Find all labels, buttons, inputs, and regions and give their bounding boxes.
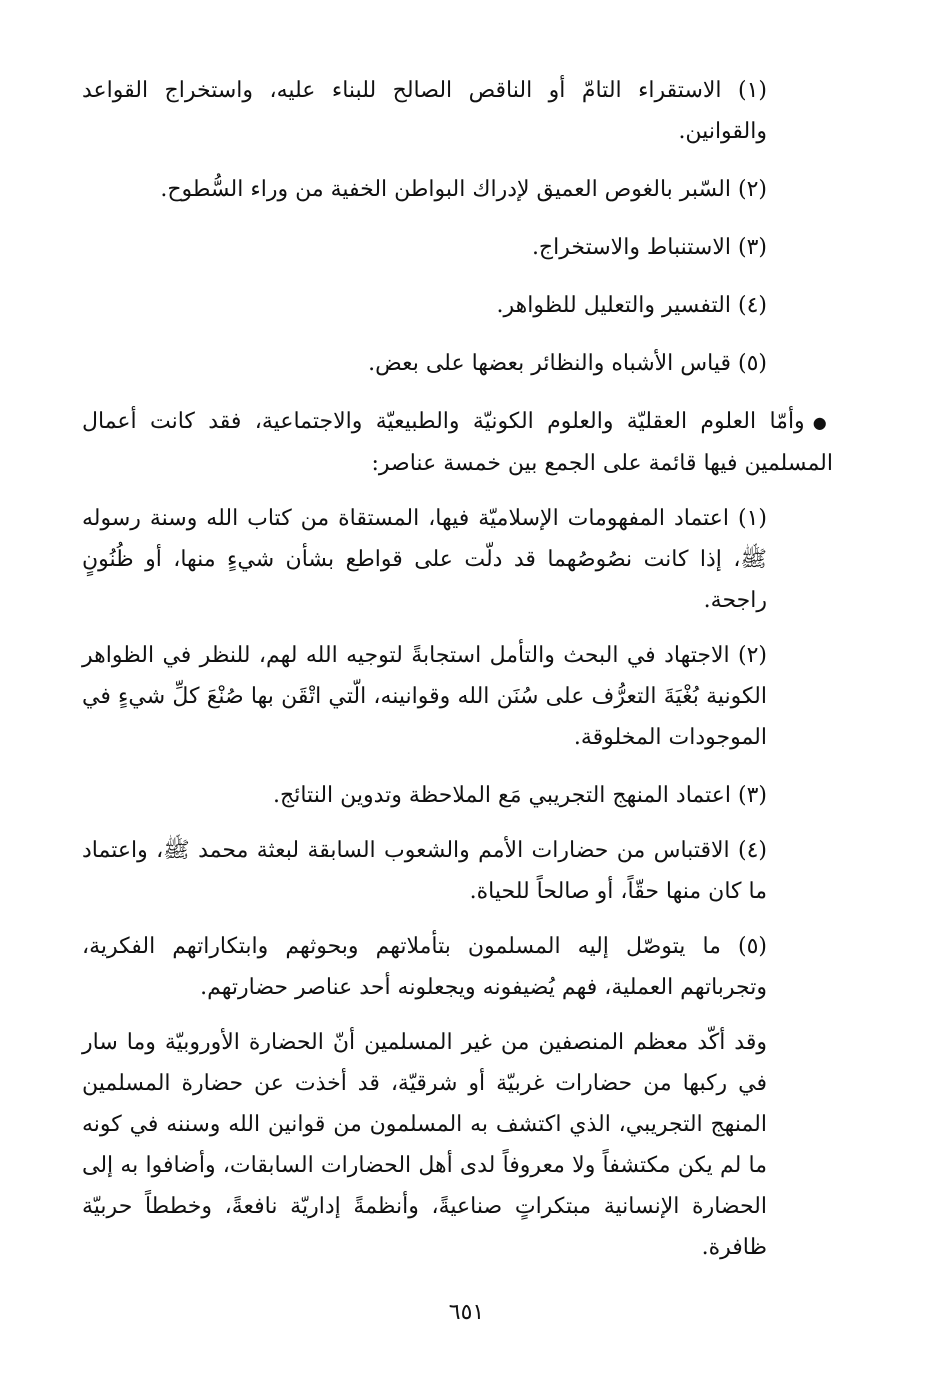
closing-paragraph: وقد أكّد معظم المنصفين من غير المسلمين أنّ الحضارة الأوروبيّة وما سار في ركبها من حضارات غربيّة أو شرقيّة، قد أخذت عن حضارة المسلمين المنهج التجريبي، الذي اكتشف به المسلمون من قوانين الله وسننه في كونه ما لم يكن مكتشفاً ولا معروفاً لدى أهل الحضارات السابقات، وأضافوا به إلى الحضارة الإنسانية مبتكراتٍ صناعيةً، وأنظمةً إداريّة نافعةً، وخططاً حربيّة ظافرة. xyxy=(82,1030,767,1260)
bullet-text: وأمّا العلوم العقليّة والعلوم الكونيّة والطبيعيّة والاجتماعية، فقد كانت أعمال المسلمين فيها قائمة على الجمع بين خمسة عناصر: xyxy=(82,409,833,476)
bullet-paragraph xyxy=(82,401,833,484)
text-body xyxy=(82,70,833,1268)
list-item-4: (٤) التفسير والتعليل للظواهر. xyxy=(496,293,767,318)
list-item-3: (٣) الاستنباط والاستخراج. xyxy=(531,235,767,260)
list-item-2: (٢) السّبر بالغوص العميق لإدراك البواطن الخفية من وراء السُّطوح. xyxy=(160,177,767,202)
element-item-5: (٥) ما يتوصّل إليه المسلمون بتأملاتهم وبحوثهم وابتكاراتهم الفكرية، وتجرباتهم العملية، فهم يُضيفونه ويجعلونه أحد عناصر حضارتهم. xyxy=(82,934,767,1000)
list-item-5: (٥) قياس الأشباه والنظائر بعضها على بعض. xyxy=(368,351,767,376)
element-item-1: (١) اعتماد المفهومات الإسلاميّة فيها، المستقاة من كتاب الله وسنة رسوله ﷺ، إذا كانت نصُوصُهما قد دلّت على قواطع بشأن شيءٍ منها، أو ظُنُونٍ راجحة. xyxy=(82,506,767,613)
bullet-icon: ● xyxy=(812,413,834,432)
element-item-4: (٤) الاقتباس من حضارات الأمم والشعوب السابقة لبعثة محمد ﷺ، واعتماد ما كان منها حقّاً، أو صالحاً للحياة. xyxy=(82,838,767,904)
element-item-3: (٣) اعتماد المنهج التجريبي مَع الملاحظة وتدوين النتائج. xyxy=(273,783,767,808)
list-item-1: (١) الاستقراء التامّ أو الناقص الصالح للبناء عليه، واستخراج القواعد والقوانين. xyxy=(82,78,767,144)
element-item-2: (٢) الاجتهاد في البحث والتأمل استجابةً لتوجيه الله لهم، للنظر في الظواهر الكونية بُغْيَةَ التعرُّف على سُنَن الله وقوانينه، الّتي اتْقَن بها صُنْعَ كلِّ شيءٍ في الموجودات المخلوقة. xyxy=(82,643,767,750)
page-number: ٦٥١ xyxy=(448,1300,485,1325)
